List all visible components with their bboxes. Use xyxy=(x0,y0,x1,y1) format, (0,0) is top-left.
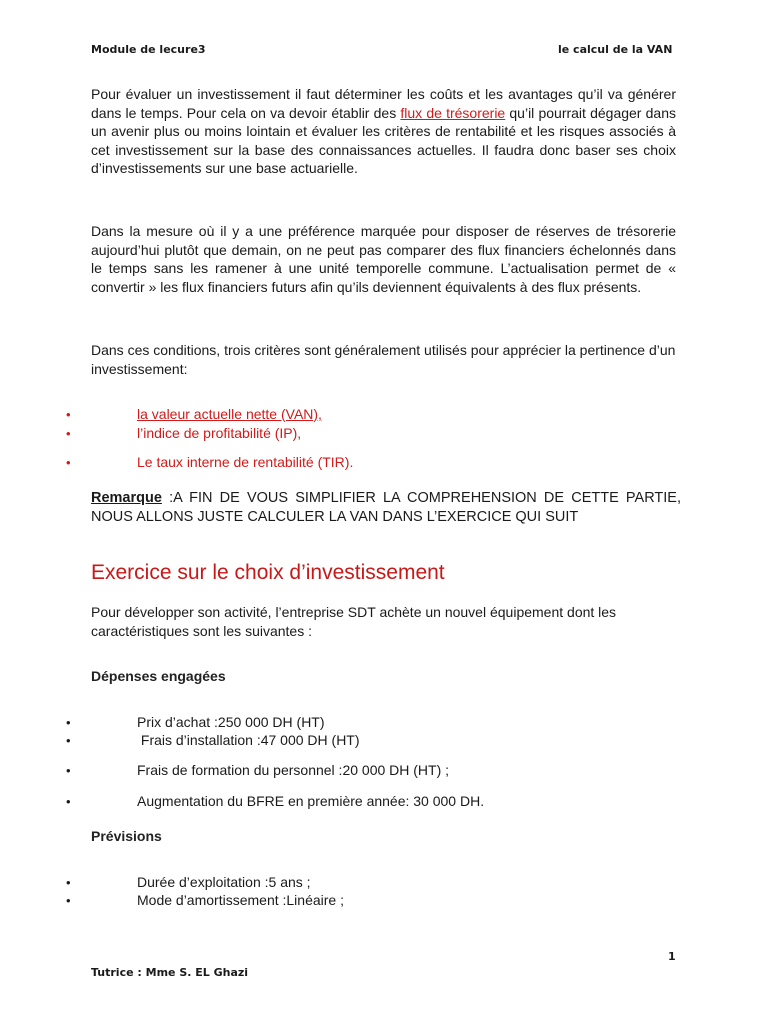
bullet-icon: • xyxy=(66,407,71,422)
depense-item-bfre xyxy=(0,792,768,811)
prevision-item-label: Durée d’exploitation :5 ans ; xyxy=(137,874,311,890)
criteria-item-label[interactable]: la valeur actuelle nette (VAN), xyxy=(137,406,322,422)
prevision-item-label: Mode d’amortissement :Linéaire ; xyxy=(137,892,344,908)
footer-tutor-name: Tutrice : Mme S. EL Ghazi xyxy=(91,966,249,979)
depense-item-label: Prix d’achat :250 000 DH (HT) xyxy=(137,714,325,730)
criteria-item-van xyxy=(0,405,768,424)
bullet-icon: • xyxy=(66,715,71,730)
bullet-icon: • xyxy=(66,794,71,809)
depense-item-label: Augmentation du BFRE en première année: 30 000 DH. xyxy=(137,793,485,809)
depense-item-formation xyxy=(0,761,768,780)
header-topic-title: le calcul de la VAN xyxy=(558,43,673,56)
prevision-item-amortissement xyxy=(0,891,768,910)
bullet-icon: • xyxy=(66,733,71,748)
criteria-item-label: Le taux interne de rentabilité (TIR). xyxy=(137,454,354,470)
depense-item-label: Frais d’installation :47 000 DH (HT) xyxy=(137,732,360,748)
criteria-item-label: l’indice de profitabilité (IP), xyxy=(137,425,302,441)
previsions-section-title: Prévisions xyxy=(91,828,162,844)
page-number: 1 xyxy=(668,950,676,963)
criteria-intro-paragraph: Dans ces conditions, trois critères sont généralement utilisés pour apprécier la pertinence d’un investissement: xyxy=(91,342,676,377)
header-module-title: Module de lecure3 xyxy=(91,43,206,56)
remark-paragraph xyxy=(91,489,681,526)
bullet-icon: • xyxy=(66,455,71,470)
bullet-icon: • xyxy=(66,875,71,890)
depense-item-installation xyxy=(0,731,768,750)
exercise-title: Exercice sur le choix d’investissement xyxy=(91,561,445,584)
depenses-section-title: Dépenses engagées xyxy=(91,668,226,684)
bullet-icon: • xyxy=(66,426,71,441)
prevision-item-duree xyxy=(0,873,768,892)
bullet-icon: • xyxy=(66,893,71,908)
intro-paragraph xyxy=(91,85,676,178)
intro-text-start: Pour évaluer un investissement il faut déterminer les coûts et les avantages qu’il va générer dans le temps. Pour cela on va devoir établir des xyxy=(91,86,676,121)
criteria-item-ip xyxy=(0,424,768,443)
remark-text: :A FIN DE VOUS SIMPLIFIER LA COMPREHENSION DE CETTE PARTIE, NOUS ALLONS JUSTE CALCULER LA VAN DANS L’EXERCICE QUI SUIT xyxy=(91,490,681,525)
actualisation-paragraph: Dans la mesure où il y a une préférence marquée pour disposer de réserves de trésorerie aujourd’hui plutôt que demain, on ne peut pas comparer des flux financiers échelonnés dans le temps sans les ramener à une unité temporelle commune. L’actualisation permet de « convertir » les flux financiers futurs afin qu’ils deviennent équivalents à des flux présents. xyxy=(91,223,676,295)
criteria-item-tir xyxy=(0,453,768,472)
intro-text-end: qu’il pourrait dégager dans un avenir plus ou moins lointain et évaluer les critères de rentabilité et les risques associés à cet investissement sur la base des connaissances actuelles. Il faudra donc baser ses choix d’investissements sur une base actuarielle. xyxy=(91,104,676,177)
depense-item-prix-achat xyxy=(0,713,768,732)
flux-de-tresorerie-link[interactable]: flux de trésorerie xyxy=(400,104,506,121)
bullet-icon: • xyxy=(66,763,71,778)
depense-item-label: Frais de formation du personnel :20 000 DH (HT) ; xyxy=(137,762,450,778)
remark-label: Remarque xyxy=(91,490,162,506)
exercise-intro-paragraph: Pour développer son activité, l’entreprise SDT achète un nouvel équipement dont les caractéristiques sont les suivantes : xyxy=(91,604,617,639)
